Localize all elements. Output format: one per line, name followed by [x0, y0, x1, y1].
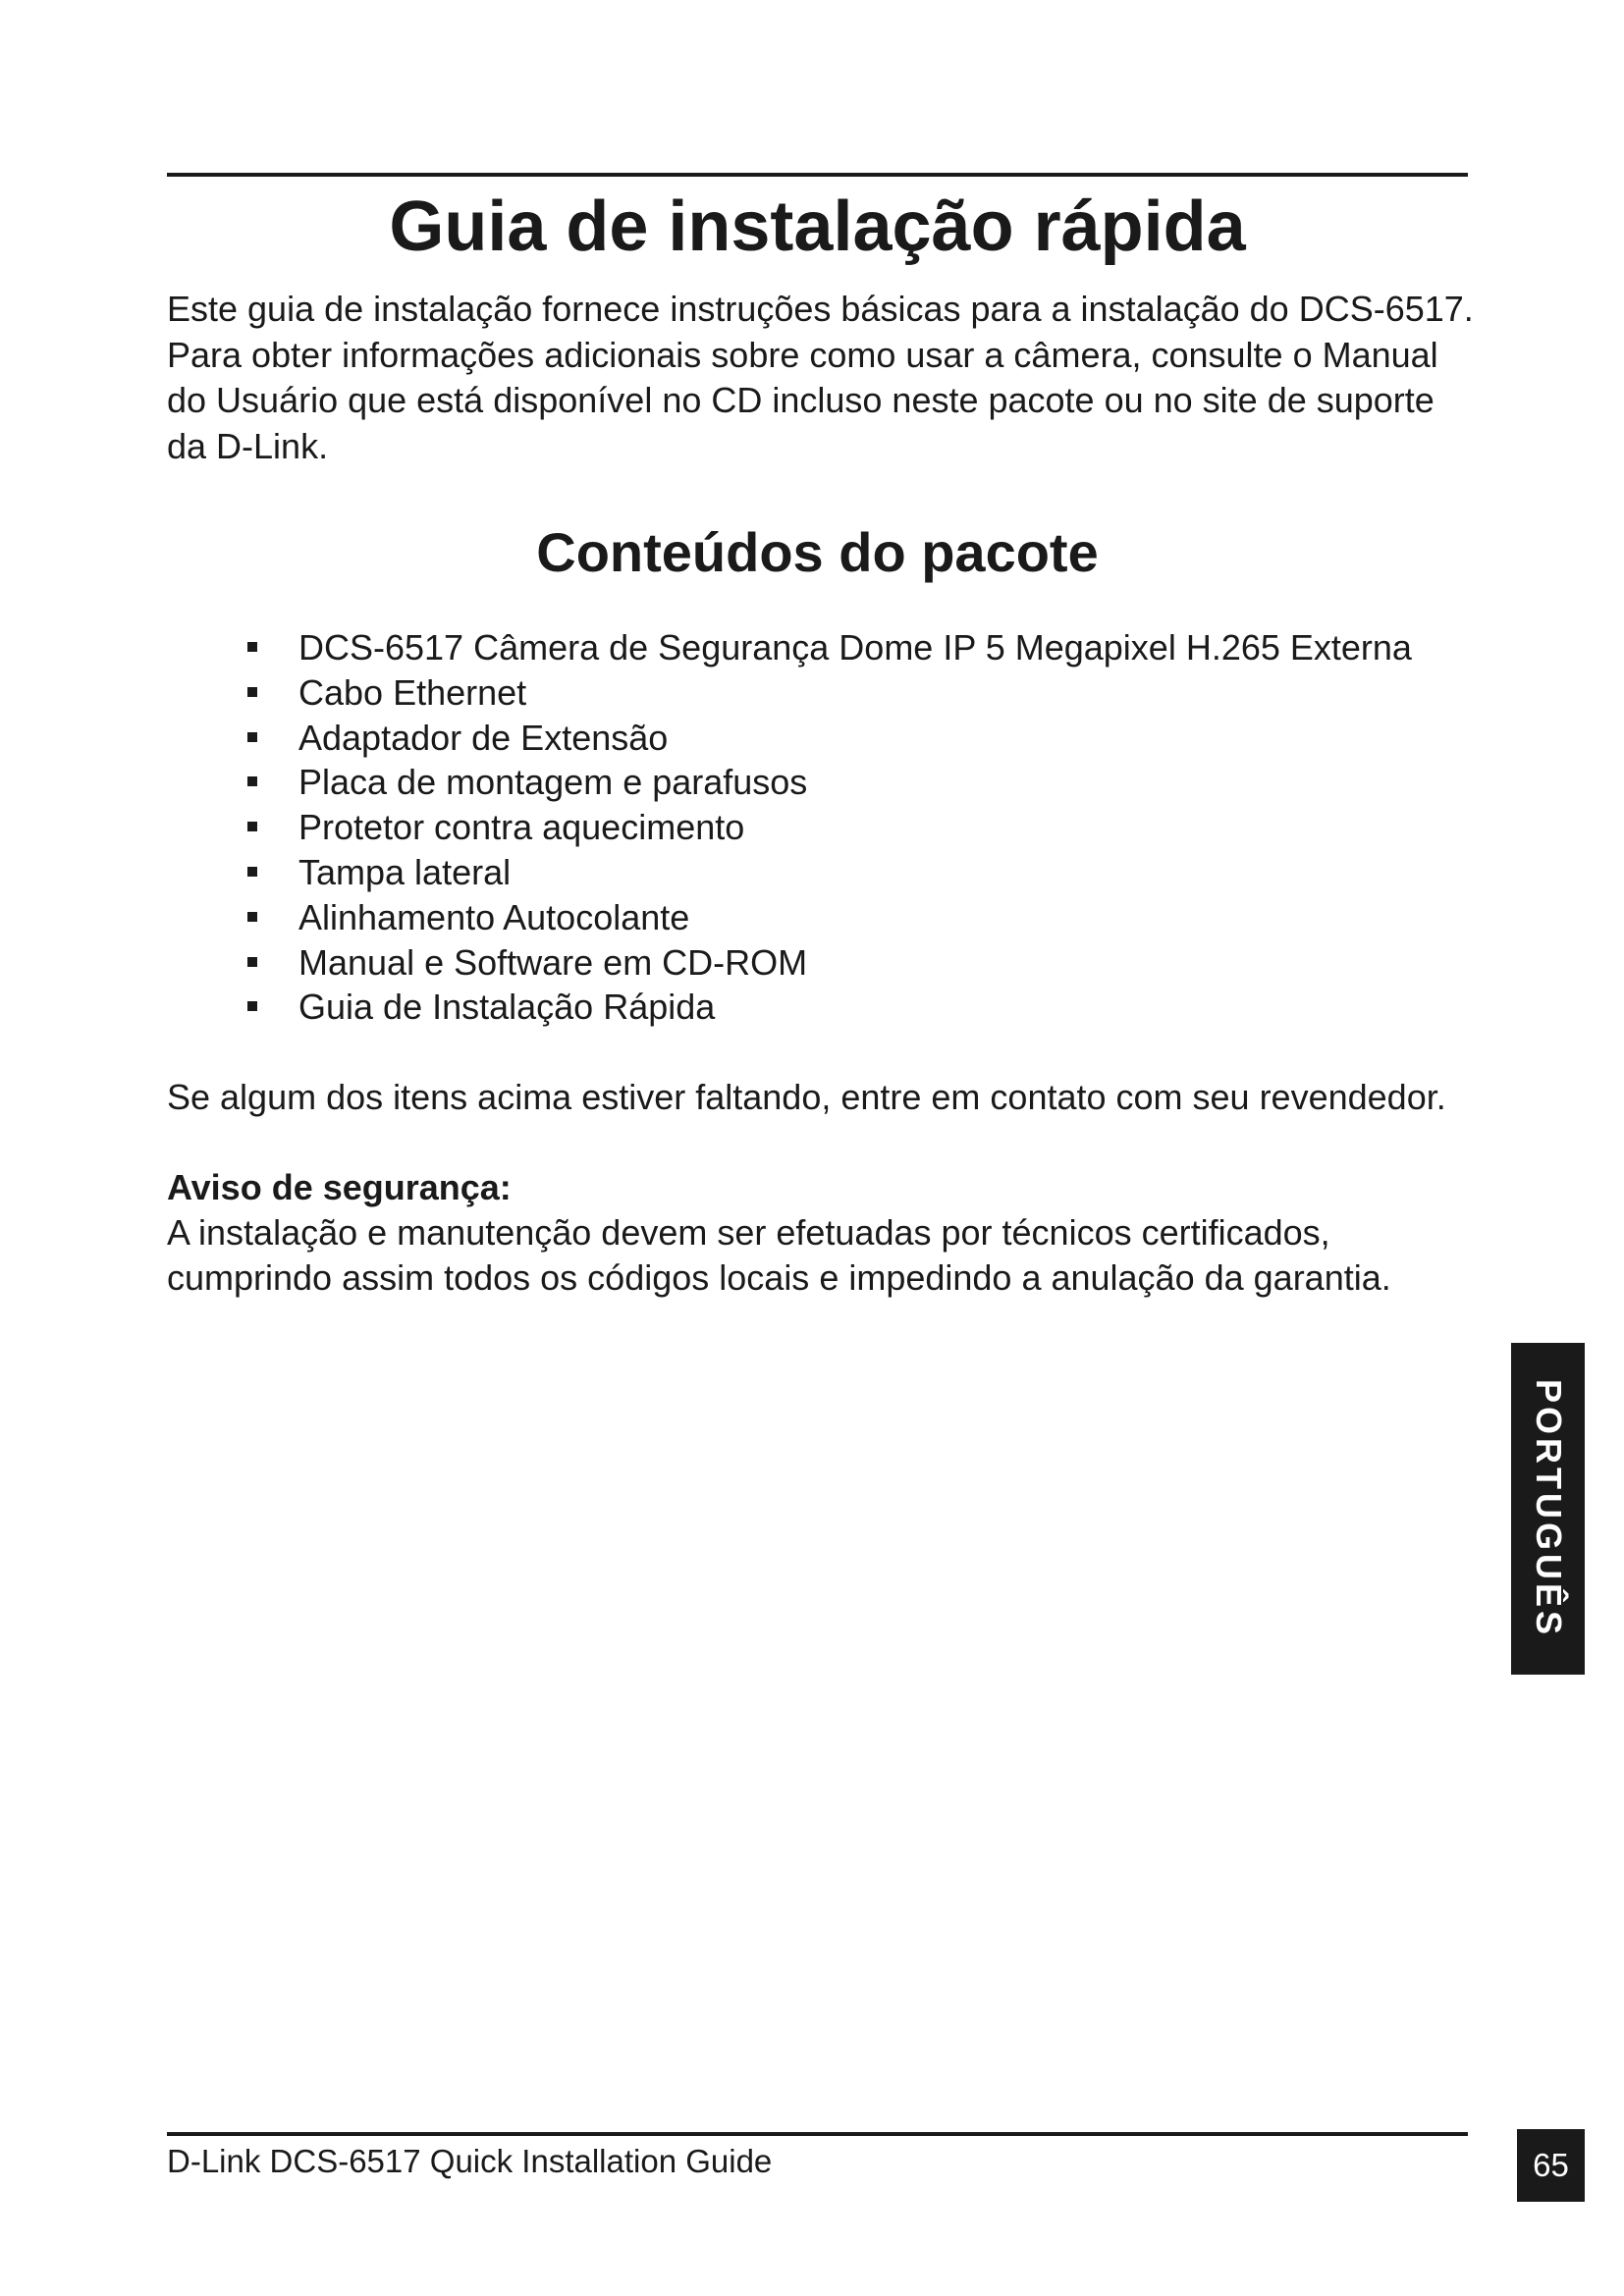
bullet-icon	[247, 822, 257, 831]
bullet-icon	[247, 867, 257, 877]
bullet-icon	[247, 957, 257, 967]
list-item: Manual e Software em CD-ROM	[247, 940, 1412, 986]
bullet-icon	[247, 732, 257, 742]
language-tab	[1511, 1343, 1585, 1675]
page-title: Guia de instalação rápida	[389, 187, 1246, 266]
safety-heading: Aviso de segurança:	[167, 1167, 512, 1207]
bullet-icon	[247, 776, 257, 786]
list-item: Protetor contra aquecimento	[247, 805, 1412, 850]
contents-heading: Conteúdos do pacote	[536, 521, 1099, 583]
contents-list	[247, 625, 1412, 1030]
footer-title: D-Link DCS-6517 Quick Installation Guide	[167, 2143, 773, 2179]
bullet-icon	[247, 1001, 257, 1011]
list-item: Alinhamento Autocolante	[247, 895, 1412, 940]
top-rule	[167, 173, 1468, 177]
footer-rule	[167, 2132, 1468, 2136]
list-item: Adaptador de Extensão	[247, 716, 1412, 761]
missing-items-note: Se algum dos itens acima estiver faltando, entre em contato com seu revendedor.	[167, 1077, 1446, 1117]
list-item: Placa de montagem e parafusos	[247, 760, 1412, 805]
bullet-icon	[247, 687, 257, 697]
bullet-icon	[247, 912, 257, 922]
page-number: 65	[1517, 2129, 1585, 2202]
safety-text: A instalação e manutenção devem ser efetuadas por técnicos certificados, cumprindo assim todos os códigos locais e impedindo a anulação da garantia.	[167, 1212, 1391, 1298]
list-item: Guia de Instalação Rápida	[247, 985, 1412, 1030]
list-item: Cabo Ethernet	[247, 670, 1412, 716]
bullet-icon	[247, 642, 257, 652]
list-item: Tampa lateral	[247, 850, 1412, 895]
language-tab-label: PORTUGUÊS	[1528, 1378, 1569, 1639]
list-item: DCS-6517 Câmera de Segurança Dome IP 5 Megapixel H.265 Externa	[247, 625, 1412, 670]
intro-paragraph: Este guia de instalação fornece instruções básicas para a instalação do DCS-6517. Para obter informações adicionais sobre como usar a câmera, consulte o Manual do Usuário que está disponível no CD incluso neste pacote ou no site de suporte da D-Link.	[167, 289, 1474, 466]
